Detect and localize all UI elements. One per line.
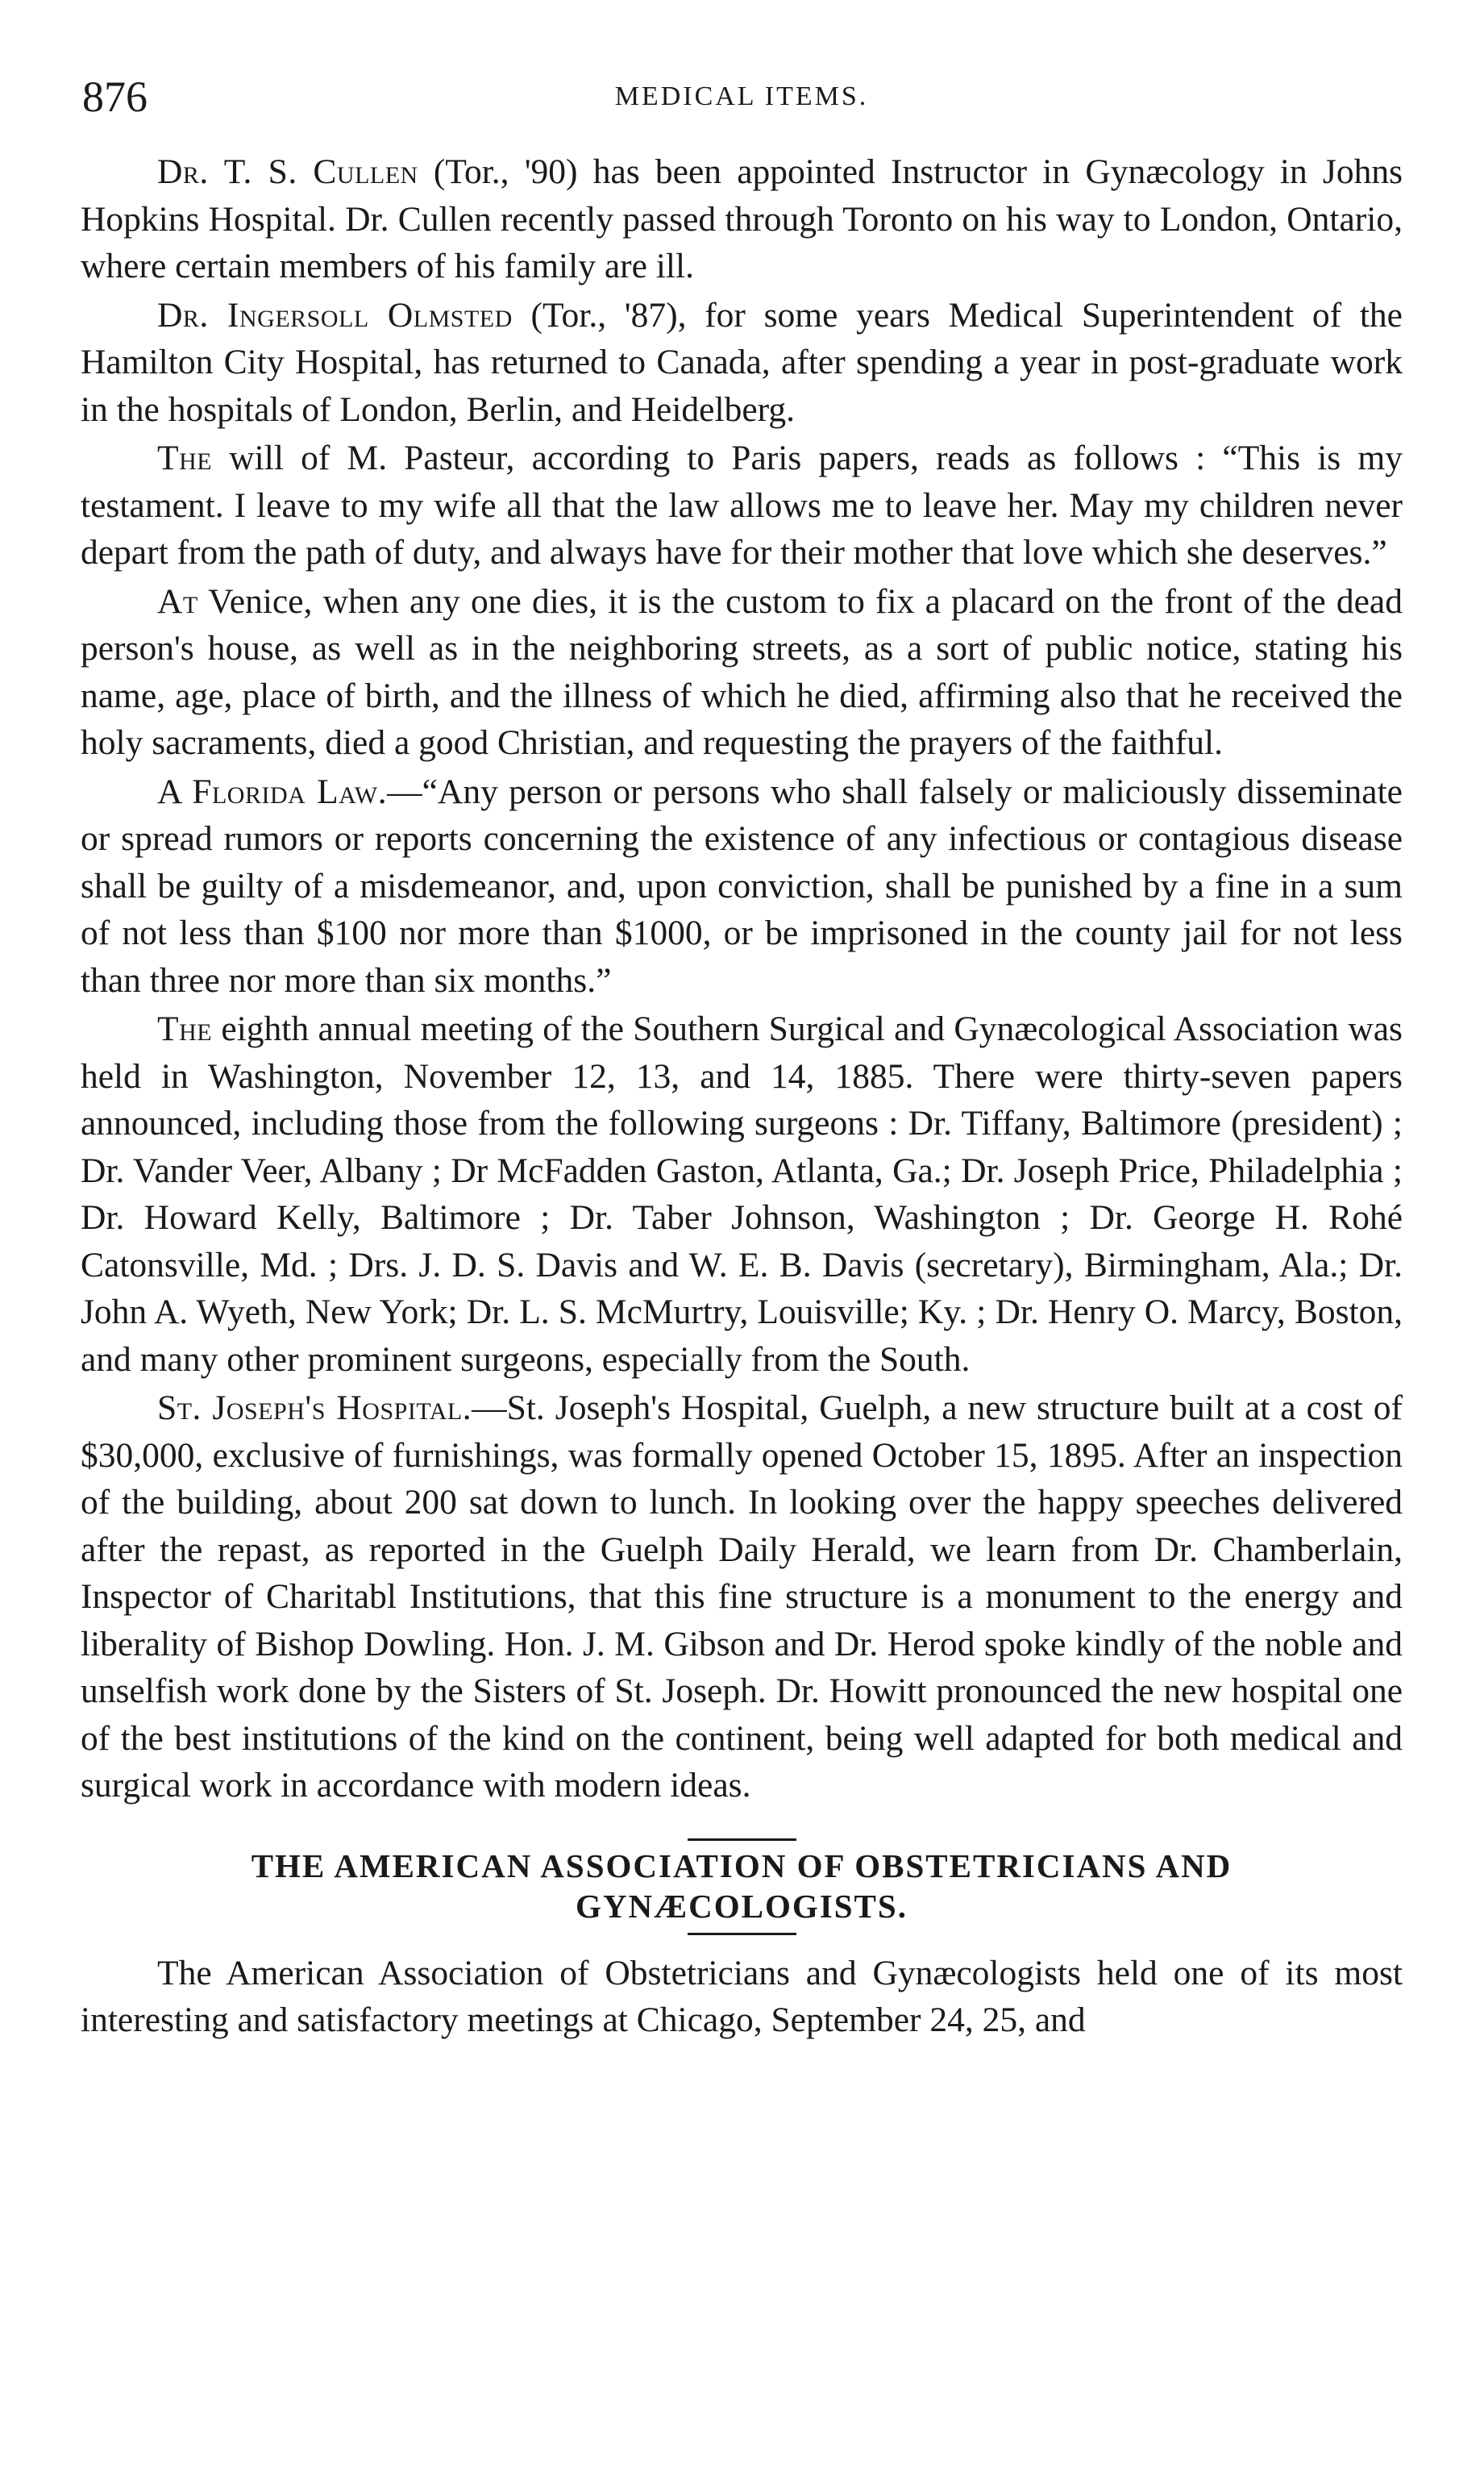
section-title-line-2: GYNÆCOLOGISTS. xyxy=(576,1887,908,1925)
item-text: Venice, when any one dies, it is the custom to fix a placard on the front of the dead person's house, as well as in the neighboring streets, as a sort of public notice, stating his name, age, place of birth, and the illness of which he died, affirming also that he received the holy sacraments, died a good Christian, and requesting the prayers of the faithful. xyxy=(81,581,1403,762)
item-lead: Dr. Ingersoll Olmsted xyxy=(157,295,513,335)
news-item-florida-law xyxy=(81,768,1403,1005)
item-lead: St. Joseph's Hospital. xyxy=(157,1388,472,1427)
news-item-southern-surgical xyxy=(81,1005,1403,1383)
news-item-cullen xyxy=(81,148,1403,290)
item-lead: The xyxy=(157,1010,213,1048)
section-divider-top xyxy=(688,1838,796,1841)
item-text: eighth annual meeting of the Southern Surgical and Gynæcological Association was held in Washington, November 12, 13, and 14, 1885. There were thirty-seven papers announced, including those from the following surgeons : Dr. Tiffany, Baltimore (president) ; Dr. Vander Veer, Albany ; Dr McFadden Gaston, Atlanta, Ga.; Dr. Joseph Price, Philadelphia ; Dr. Howard Kelly, Baltimore ; Dr. Taber Johnson, Washington ; Dr. George H. Rohé Catonsville, Md. ; Drs. J. D. S. Davis and W. E. B. Davis (secretary), Birmingham, Ala.; Dr. John A. Wyeth, New York; Dr. L. S. McMurtry, Louisville; Ky. ; Dr. Henry O. Marcy, Boston, and many other prominent surgeons, especially from the South. xyxy=(81,1010,1403,1379)
news-item-st-josephs xyxy=(81,1384,1403,1809)
section-title-line-1: THE AMERICAN ASSOCIATION OF OBSTETRICIANS AND xyxy=(251,1846,1233,1884)
running-head: MEDICAL ITEMS. xyxy=(614,81,869,111)
item-lead: At xyxy=(157,581,198,621)
item-lead: The xyxy=(157,439,213,477)
news-item-olmsted xyxy=(81,292,1403,434)
item-lead: Dr. T. S. Cullen xyxy=(157,152,418,191)
page-header xyxy=(81,73,1403,121)
news-item-venice xyxy=(81,578,1403,767)
section-divider-bottom xyxy=(688,1933,796,1935)
item-text: (Tor., '87), for some years Medical Superintendent of the Hamilton City Hospital, has returned to Canada, after spending a year in post-graduate work in the hospitals of London, Berlin, and Heidelberg. xyxy=(81,295,1403,429)
item-lead: A Florida Law. xyxy=(157,772,388,811)
page-number: 876 xyxy=(82,73,148,121)
item-text: will of M. Pasteur, according to Paris papers, reads as follows : “This is my testament. I leave to my wife all that the law allows me to leave her. May my children never depart from the path of duty, and always have for their mother that love which she deserves.” xyxy=(81,439,1403,572)
news-item-pasteur-will xyxy=(81,435,1403,577)
item-text: (Tor., '90) has been appointed Instructor in Gynæcology in Johns Hopkins Hospital. Dr. Cullen recently passed through Toronto on his way to London, Ontario, where certain members of his family are ill. xyxy=(81,152,1403,285)
item-text: —St. Joseph's Hospital, Guelph, a new structure built at a cost of $30,000, exclusive of furnishings, was formally opened October 15, 1895. After an inspection of the building, about 200 sat down to lunch. In looking over the happy speeches delivered after the repast, as reported in the Guelph Daily Herald, we learn from Dr. Chamberlain, Inspector of Charitabl Institutions, that this fine structure is a monument to the energy and liberality of Bishop Dowling. Hon. J. M. Gibson and Dr. Herod spoke kindly of the noble and unselfish work done by the Sisters of St. Joseph. Dr. Howitt pronounced the new hospital one of the best institutions of the kind on the continent, being well adapted for both medical and surgical work in accordance with modern ideas. xyxy=(81,1388,1403,1805)
item-text: —“Any person or persons who shall falsely or maliciously disseminate or spread rumors or reports concerning the existence of any infectious or contagious disease shall be guilty of a misdemeanor, and, upon conviction, shall be punished by a fine in a sum of not less than $100 nor more than $1000, or be imprisoned in the county jail for not less than three nor more than six months.” xyxy=(81,772,1403,1000)
document-page xyxy=(81,73,1403,2046)
section-title xyxy=(81,1846,1403,1926)
section-body: The American Association of Obstetricians and Gynæcologists held one of its most interesting and satisfactory meetings at Chicago, September 24, 25, and xyxy=(81,1953,1403,2039)
